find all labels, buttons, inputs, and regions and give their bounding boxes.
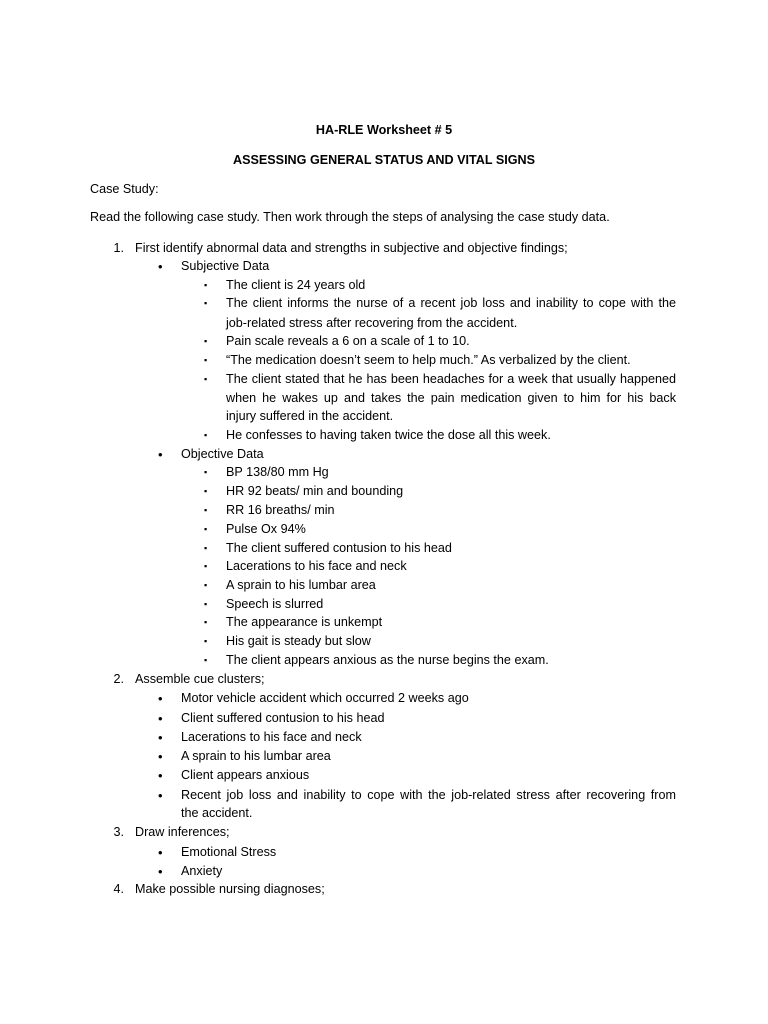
- objective-item: The client suffered contusion to his head: [226, 541, 452, 555]
- objective-item: The appearance is unkempt: [226, 615, 383, 629]
- inference-item: Anxiety: [181, 864, 223, 878]
- cue-cluster-item-continuation: the accident.: [181, 806, 253, 820]
- objective-data-label: Objective Data: [181, 447, 264, 461]
- subjective-item: The client stated that he has been headaches for a week that usually happened: [226, 372, 676, 386]
- step-3-text: Draw inferences;: [135, 825, 230, 839]
- subjective-item: The client informs the nurse of a recent job loss and inability to cope with the: [226, 296, 676, 310]
- square-bullet-icon: ▪: [204, 486, 208, 496]
- square-bullet-icon: ▪: [204, 524, 208, 534]
- objective-item: RR 16 breaths/ min: [226, 503, 335, 517]
- square-bullet-icon: ▪: [204, 580, 208, 590]
- bullet-icon: •: [158, 447, 163, 462]
- objective-item: A sprain to his lumbar area: [226, 578, 376, 592]
- objective-item: Speech is slurred: [226, 597, 324, 611]
- bullet-icon: •: [158, 711, 163, 726]
- square-bullet-icon: ▪: [204, 336, 208, 346]
- objective-item: BP 138/80 mm Hg: [226, 465, 329, 479]
- bullet-icon: •: [158, 730, 163, 745]
- square-bullet-icon: ▪: [204, 505, 208, 515]
- cue-cluster-item: Lacerations to his face and neck: [181, 730, 362, 744]
- square-bullet-icon: ▪: [204, 617, 208, 627]
- cue-cluster-item: Client appears anxious: [181, 768, 310, 782]
- square-bullet-icon: ▪: [204, 355, 208, 365]
- subjective-item-continuation: injury suffered in the accident.: [226, 409, 394, 423]
- subjective-data-label: Subjective Data: [181, 259, 270, 273]
- square-bullet-icon: ▪: [204, 430, 208, 440]
- case-study-label: Case Study:: [90, 182, 159, 196]
- subjective-item: “The medication doesn’t seem to help much.” As verbalized by the client.: [226, 353, 631, 367]
- objective-item: HR 92 beats/ min and bounding: [226, 484, 404, 498]
- bullet-icon: •: [158, 845, 163, 860]
- bullet-icon: •: [158, 768, 163, 783]
- objective-item: Pulse Ox 94%: [226, 522, 306, 536]
- cue-cluster-item: Motor vehicle accident which occurred 2 weeks ago: [181, 691, 469, 705]
- subjective-item: The client is 24 years old: [226, 278, 366, 292]
- bullet-icon: •: [158, 749, 163, 764]
- worksheet-subtitle: ASSESSING GENERAL STATUS AND VITAL SIGNS: [232, 153, 536, 167]
- square-bullet-icon: ▪: [204, 374, 208, 384]
- subjective-item-continuation: job-related stress after recovering from the accident.: [226, 316, 518, 330]
- square-bullet-icon: ▪: [204, 655, 208, 665]
- worksheet-title: HA-RLE Worksheet # 5: [315, 123, 453, 137]
- cue-cluster-item: Client suffered contusion to his head: [181, 711, 385, 725]
- square-bullet-icon: ▪: [204, 561, 208, 571]
- step-2-text: Assemble cue clusters;: [135, 672, 265, 686]
- square-bullet-icon: ▪: [204, 280, 208, 290]
- cue-cluster-item: A sprain to his lumbar area: [181, 749, 331, 763]
- square-bullet-icon: ▪: [204, 599, 208, 609]
- bullet-icon: •: [158, 864, 163, 879]
- step-1-text: First identify abnormal data and strengths in subjective and objective findings;: [135, 241, 568, 255]
- bullet-icon: •: [158, 259, 163, 274]
- cue-cluster-item: Recent job loss and inability to cope with the job-related stress after recovering from: [181, 788, 676, 802]
- objective-item: The client appears anxious as the nurse begins the exam.: [226, 653, 549, 667]
- square-bullet-icon: ▪: [204, 543, 208, 553]
- subjective-item: Pain scale reveals a 6 on a scale of 1 to 10.: [226, 334, 470, 348]
- instructions-text: Read the following case study. Then work through the steps of analysing the case study data.: [90, 210, 610, 224]
- square-bullet-icon: ▪: [204, 636, 208, 646]
- square-bullet-icon: ▪: [204, 298, 208, 308]
- step-1-number: 1.: [113, 241, 124, 255]
- step-2-number: 2.: [113, 672, 124, 686]
- step-4-number: 4.: [113, 882, 124, 896]
- square-bullet-icon: ▪: [204, 467, 208, 477]
- step-4-text: Make possible nursing diagnoses;: [135, 882, 325, 896]
- bullet-icon: •: [158, 691, 163, 706]
- bullet-icon: •: [158, 788, 163, 803]
- subjective-item-continuation: when he wakes up and takes the pain medication given to him for his back: [226, 391, 676, 405]
- subjective-item: He confesses to having taken twice the dose all this week.: [226, 428, 551, 442]
- inference-item: Emotional Stress: [181, 845, 277, 859]
- objective-item: Lacerations to his face and neck: [226, 559, 407, 573]
- objective-item: His gait is steady but slow: [226, 634, 371, 648]
- step-3-number: 3.: [113, 825, 124, 839]
